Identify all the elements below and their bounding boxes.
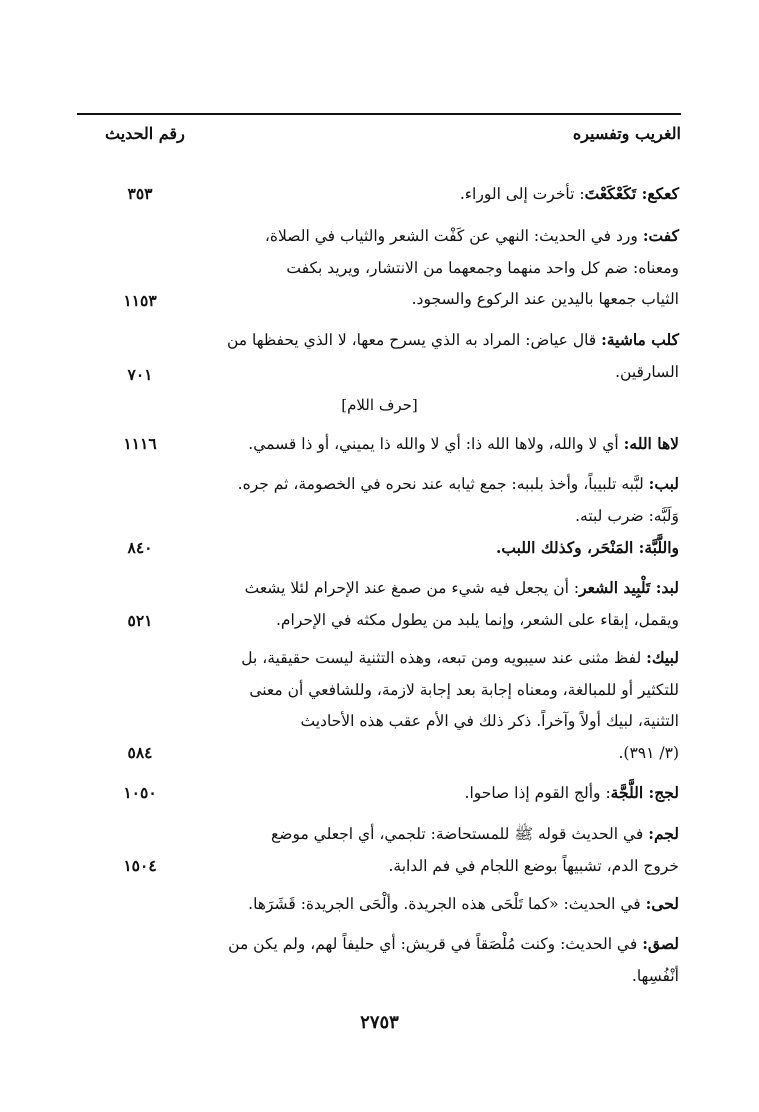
entry-number: ٨٤٠ bbox=[127, 538, 153, 557]
header-title: الغريب وتفسيره bbox=[572, 124, 681, 143]
header-hadith-number-label: رقم الحديث bbox=[105, 124, 185, 143]
page-number: ٢٧٥٣ bbox=[360, 1012, 399, 1033]
header-rule bbox=[77, 113, 681, 115]
entry-labbayk: لبيك: لفظ مثنى عند سيبويه ومن تبعه، وهذه التثنية ليست حقيقية، بل للتكثير أو للمبالغة، ومعناه إجابة بعد إجابة لازمة، وللشافعي أن معنى التثنية، لبيك أولاً وآخراً. ذكر ذلك في الأم عقب هذه الأحاديث (٣/ ٣٩١). bbox=[241, 648, 679, 762]
entry-kalb-mashiya: كلب ماشية: قال عياض: المراد به الذي يسرح معها، لا الذي يحفظها من السارقين. bbox=[226, 330, 679, 381]
entry-number: ٥٢١ bbox=[127, 611, 153, 630]
entry-labab: لبب: لبَّبه تلبيباً، وأخذ بلببه: جمع ثيابه عند نحره في الخصومة، ثم جره. وَلَبَّه: ضرب لبته. واللَّبَّة: المَنْحَر، وكذلك اللبب. bbox=[237, 474, 679, 557]
entry-number: ٧٠١ bbox=[127, 365, 153, 384]
entry-kaft: كفت: ورد في الحديث: النهي عن كَفْت الشعر والثياب في الصلاة، ومعناه: ضم كل واحد منهما وجمعهما من الانتشار، ويريد بكفت الثياب جمعها باليدين عند الركوع والسجود. bbox=[264, 226, 679, 308]
entry-laha: لحى: في الحديث: «كما تَلْحَى هذه الجريدة. وألْحَى الجريدة: قَشَرَها. bbox=[248, 894, 679, 913]
section-title: [حرف اللام] bbox=[341, 396, 418, 414]
entry-number: ١٠٥٠ bbox=[123, 783, 157, 802]
entry-number: ١٥٠٤ bbox=[123, 856, 157, 875]
entry-lajaj: لجج: اللَّجَّة: وألج القوم إذا صاحوا. bbox=[464, 783, 679, 802]
entry-number: ٥٨٤ bbox=[127, 743, 153, 762]
entry-kaakaa: كعكع: تَكَعْكَعْتَ: تأخرت إلى الوراء. bbox=[459, 184, 679, 203]
entry-number: ٣٥٣ bbox=[127, 184, 153, 203]
entry-lajam: لجم: في الحديث قوله ﷺ للمستحاضة: تلجمي، أي اجعلي موضع خروج الدم، تشبيهاً بوضع اللجام في فم الدابة. bbox=[271, 824, 679, 875]
entry-lasaq: لصق: في الحديث: وكنت مُلْصَقاً في قريش: أي حليفاً لهم، ولم يكن من أنْفُسِها. bbox=[228, 934, 679, 985]
entry-number: ١١٥٣ bbox=[123, 291, 157, 310]
entry-labad: لبد: تَلْبِيد الشعر: أن يجعل فيه شيء من صمغ عند الإحرام لئلا يشعث ويقمل، إبقاء على الشعر، وإنما يلبد من يطول مكثه في الإحرام. bbox=[244, 578, 679, 629]
entry-number: ١١١٦ bbox=[123, 434, 157, 453]
entry-laha-allah: لاها الله: أي لا والله، ولاها الله ذا: أي لا والله ذا يميني، أو ذا قسمي. bbox=[248, 434, 679, 453]
